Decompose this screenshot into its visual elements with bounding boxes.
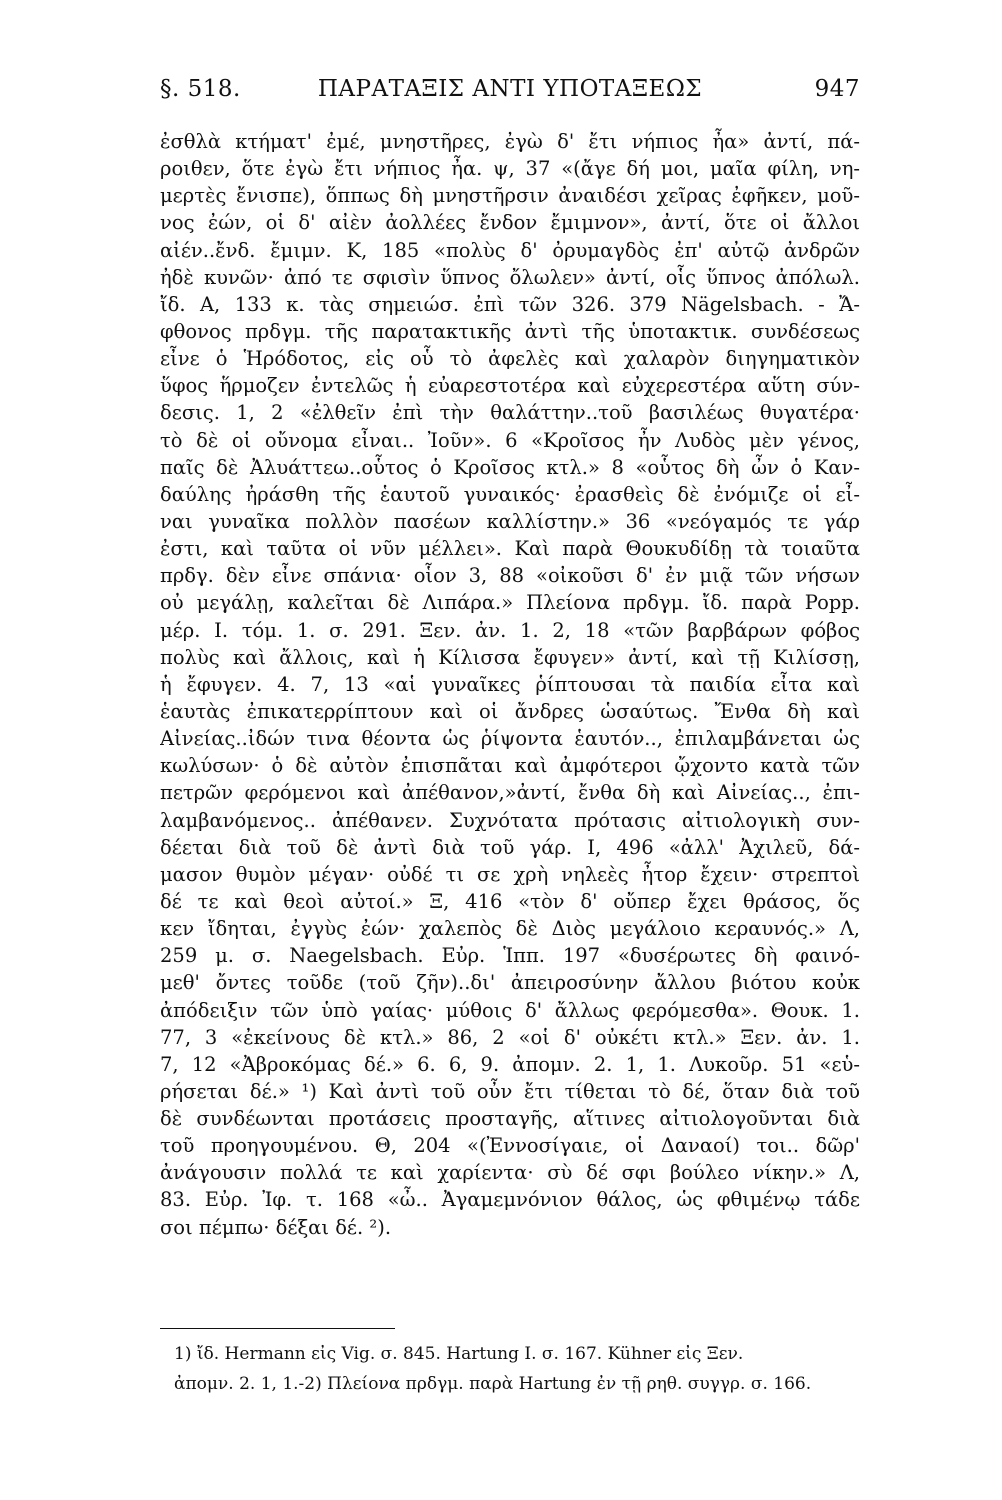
text-line: λαμβανόμενος.. ἀπέθανεν. Συχνότατα πρότασις αἰτιολογικὴ συν- [160, 808, 860, 832]
page-number: 947 [814, 76, 860, 102]
text-line: δὲ συνδέωνται προτάσεις προσταγῆς, αἵτινες αἰτιολογοῦνται διὰ [160, 1107, 860, 1131]
text-line: ἐσθλὰ κτήματ' ἐμέ, μνηστῆρες, ἐγὼ δ' ἔτι νήπιος ἦα» ἀντί, πά- [160, 130, 860, 153]
text-line: μεθ' ὄντες τοῦδε (τοῦ ζῆν)..δι' ἀπειροσύνην ἄλλου βιότου κοὐκ [160, 971, 860, 995]
text-line: οὐ μεγάλῃ, καλεῖται δὲ Λιπάρα.» Πλείονα πρδγμ. ἴδ. παρὰ Popp. [160, 591, 860, 615]
text-line: κεν ἴδηται, ἐγγὺς ἐών· χαλεπὸς δὲ Διὸς μεγάλοιο κεραυνός.» Λ, [160, 917, 860, 941]
text-line: μασον θυμὸν μέγαν· οὐδέ τι σε χρὴ νηλεὲς ἦτορ ἔχειν· στρεπτοὶ [160, 862, 860, 886]
text-line: φθονος πρδγμ. τῆς παρατακτικῆς ἀντὶ τῆς ὑποτακτικ. συνδέσεως [160, 319, 860, 343]
text-line: τὸ δὲ οἱ οὔνομα εἶναι.. Ἰοῦν». 6 «Κροῖσος ἦν Λυδὸς μὲν γένος, [160, 428, 860, 452]
text-line: εἶνε ὁ Ἡρόδοτος, εἰς οὗ τὸ ἀφελὲς καὶ χαλαρὸν διηγηματικὸν [160, 347, 860, 371]
footnote-line: ἀπομν. 2. 1, 1.-2) Πλείονα πρδγμ. παρὰ Hartung ἐν τῇ ρηθ. συγγρ. σ. 166. [174, 1374, 812, 1394]
text-line: ἑαυτὰς ἐπικατερρίπτουν καὶ οἱ ἄνδρες ὡσαύτως. Ἔνθα δὴ καὶ [160, 699, 860, 723]
section-number: §. 518. [160, 76, 241, 102]
text-line: ἴδ. Α, 133 κ. τὰς σημειώσ. ἐπὶ τῶν 326. 379 Nägelsbach. - Ἄ- [160, 292, 860, 316]
text-line: πετρῶν φερόμενοι καὶ ἀπέθανον,»ἀντί, ἔνθα δὴ καὶ Αἰνείας.., ἐπι- [160, 781, 860, 805]
text-line: 259 μ. σ. Naegelsbach. Εὐρ. Ἱππ. 197 «δυσέρωτες δὴ φαινό- [160, 944, 860, 968]
text-line: πρδγ. δὲν εἶνε σπάνια· οἷον 3, 88 «οἰκοῦσι δ' ἐν μιᾷ τῶν νήσων [160, 564, 860, 588]
text-line: ναι γυναῖκα πολλὸν πασέων καλλίστην.» 36 «νεόγαμός τε γάρ [160, 509, 860, 533]
text-line: δαύλης ἠράσθη τῆς ἑαυτοῦ γυναικός· ἐρασθεὶς δὲ ἐνόμιζε οἱ εἶ- [160, 482, 860, 506]
text-line: σοι πέμπω· δέξαι δέ. ²). [160, 1215, 392, 1239]
text-line: ἠδὲ κυνῶν· ἀπό τε σφισὶν ὕπνος ὄλωλεν» ἀντί, οἷς ὕπνος ἀπόλωλ. [160, 265, 860, 289]
text-line: ὕφος ἥρμοζεν ἐντελῶς ἡ εὐαρεστοτέρα καὶ εὐχερεστέρα αὕτη σύν- [160, 374, 860, 398]
text-line: μερτὲς ἔνισπε), ὅππως δὴ μνηστῆρσιν ἀναιδέσι χεῖρας ἐφῆκεν, μοῦ- [160, 184, 860, 208]
text-line: ἡ ἔφυγεν. 4. 7, 13 «αἱ γυναῖκες ῥίπτουσαι τὰ παιδία εἶτα καὶ [160, 672, 860, 696]
text-line: τοῦ προηγουμένου. Θ, 204 «(Ἐννοσίγαιε, οἱ Δαναοί) τοι.. δῶρ' [160, 1134, 860, 1158]
text-line: ροιθεν, ὅτε ἐγὼ ἔτι νήπιος ἦα. ψ, 37 «(ἄγε δή μοι, μαῖα φίλη, νη- [160, 157, 860, 181]
running-title: ΠΑΡΑΤΑΞΙΣ ΑΝΤΙ ΥΠΟΤΑΞΕΩΣ [317, 76, 703, 102]
footnote-rule [160, 1328, 395, 1329]
text-line: ρήσεται δέ.» ¹) Καὶ ἀντὶ τοῦ οὖν ἔτι τίθεται τὸ δέ, ὅταν διὰ τοῦ [160, 1079, 860, 1103]
text-line: παῖς δὲ Ἀλυάττεω..οὗτος ὁ Κροῖσος κτλ.» 8 «οὗτος δὴ ὦν ὁ Καν- [160, 455, 860, 479]
text-line: δέεται διὰ τοῦ δὲ ἀντὶ διὰ τοῦ γάρ. Ι, 496 «ἀλλ' Ἀχιλεῦ, δά- [160, 835, 860, 859]
text-line: δεσις. 1, 2 «ἐλθεῖν ἐπὶ τὴν θαλάττην..τοῦ βασιλέως θυγατέρα· [160, 401, 860, 425]
text-line: 7, 12 «Ἀβροκόμας δέ.» 6. 6, 9. ἀπομν. 2. 1, 1. Λυκοῦρ. 51 «εὑ- [160, 1052, 860, 1076]
text-line: ἀπόδειξιν τῶν ὑπὸ γαίας· μύθοις δ' ἄλλως φερόμεσθα». Θουκ. 1. [160, 998, 860, 1022]
text-line: πολὺς καὶ ἄλλοις, καὶ ἡ Κίλισσα ἔφυγεν» ἀντί, καὶ τῇ Κιλίσσῃ, [160, 645, 860, 669]
text-line: αἰέν..ἔνδ. ἔμιμν. Κ, 185 «πολὺς δ' ὀρυμαγδὸς ἐπ' αὐτῷ ἀνδρῶν [160, 238, 860, 262]
text-line: 83. Εὐρ. Ἰφ. τ. 168 «ὦ.. Ἀγαμεμνόνιον θάλος, ὡς φθιμένῳ τάδε [160, 1188, 860, 1212]
footnotes [174, 1339, 860, 1399]
text-line: κωλύσων· ὁ δὲ αὐτὸν ἐπισπᾶται καὶ ἀμφότεροι ᾤχοντο κατὰ τῶν [160, 754, 860, 778]
running-header [160, 76, 860, 116]
text-line: νος ἐών, οἱ δ' αἰὲν ἀολλέες ἔνδον ἔμιμνον», ἀντί, ὅτε οἱ ἄλλοι [160, 211, 860, 235]
text-line: δέ τε καὶ θεοὶ αὐτοί.» Ξ, 416 «τὸν δ' οὔπερ ἔχει θράσος, ὅς [160, 889, 860, 913]
text-line: 77, 3 «ἐκείνους δὲ κτλ.» 86, 2 «οἱ δ' οὐκέτι κτλ.» Ξεν. ἀν. 1. [160, 1025, 860, 1049]
text-line: ἐστι, καὶ ταῦτα οἱ νῦν μέλλει». Καὶ παρὰ Θουκυδίδῃ τὰ τοιαῦτα [160, 537, 860, 561]
text-line: Αἰνείας..ἰδών τινα θέοντα ὡς ῥίψοντα ἑαυτόν.., ἐπιλαμβάνεται ὡς [160, 727, 860, 751]
footnote-line: 1) ἴδ. Hermann εἰς Vig. σ. 845. Hartung I. σ. 167. Kühner εἰς Ξεν. [174, 1344, 744, 1364]
text-line: μέρ. Ι. τόμ. 1. σ. 291. Ξεν. ἀν. 1. 2, 18 «τῶν βαρβάρων φόβος [160, 618, 860, 642]
text-line: ἀνάγουσιν πολλά τε καὶ χαρίεντα· σὺ δέ σφι βούλεο νίκην.» Λ, [160, 1161, 860, 1185]
body-text [160, 128, 860, 1241]
